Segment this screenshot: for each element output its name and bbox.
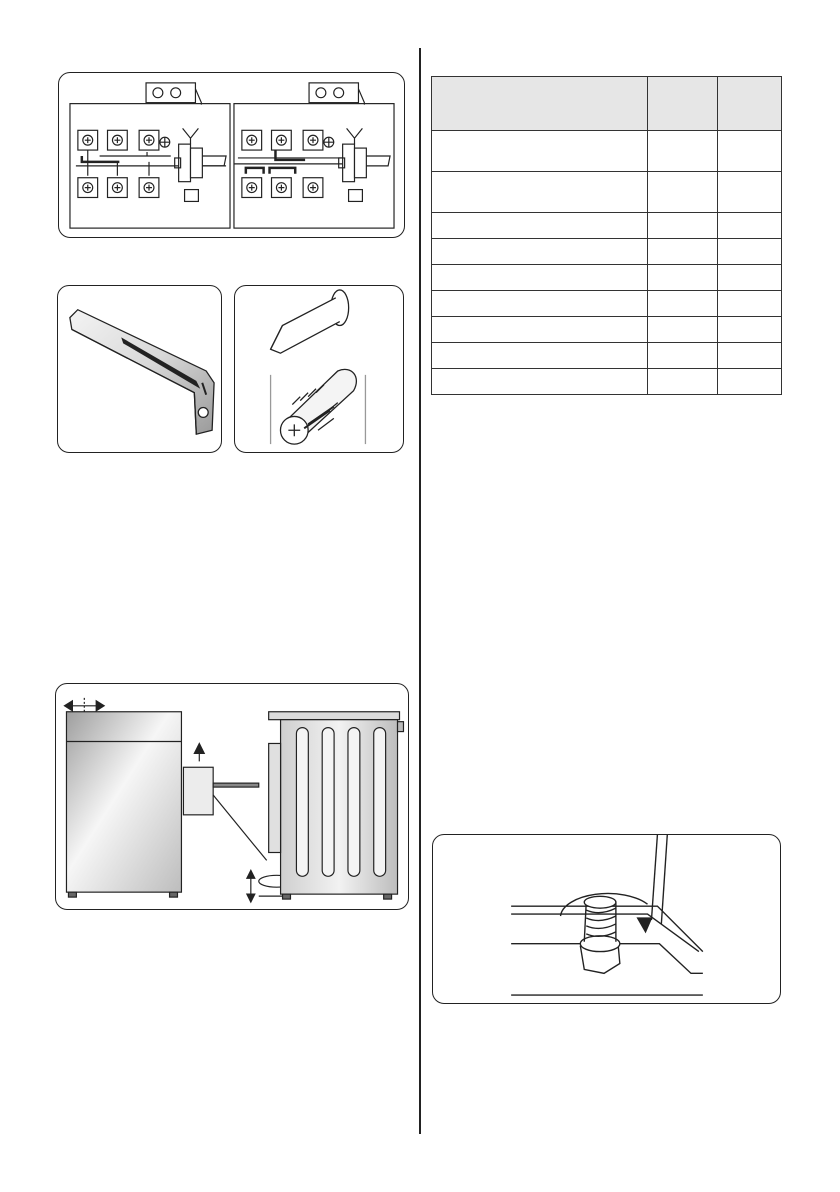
table-cell: [432, 369, 648, 395]
table-cell: [718, 343, 782, 369]
specification-table: [431, 76, 782, 395]
table-cell: [648, 172, 718, 213]
adjustable-foot-figure: [432, 834, 781, 1004]
table-cell: [648, 343, 718, 369]
clearance-figure: [55, 683, 409, 910]
table-cell: [432, 291, 648, 317]
table-cell: [718, 172, 782, 213]
table-cell: [718, 317, 782, 343]
table-cell: [648, 213, 718, 239]
table-cell: [648, 265, 718, 291]
table-cell: [432, 317, 648, 343]
table-row: [432, 369, 782, 395]
header-cell: [648, 77, 718, 131]
table-row: [432, 239, 782, 265]
table-cell: [432, 239, 648, 265]
screw-and-wall-plug-icon: [235, 286, 403, 452]
screw-plug-figure: [234, 285, 404, 453]
header-cell: [718, 77, 782, 131]
table-row: [432, 265, 782, 291]
appliance-clearance-icon: [56, 684, 408, 909]
table-cell: [648, 317, 718, 343]
table-row: [432, 317, 782, 343]
table-cell: [648, 239, 718, 265]
table-cell: [648, 131, 718, 172]
table-cell: [718, 265, 782, 291]
terminal-block-wiring-icon: [59, 73, 404, 237]
table-row: [432, 291, 782, 317]
bracket-figure: [57, 285, 222, 453]
table-row: [432, 213, 782, 239]
table-row: [432, 343, 782, 369]
table-row: [432, 172, 782, 213]
table-header-row: [432, 77, 782, 131]
adjustable-foot-icon: [433, 835, 780, 1003]
table-cell: [648, 369, 718, 395]
table-cell: [432, 265, 648, 291]
table-cell: [718, 291, 782, 317]
table-cell: [432, 131, 648, 172]
table-cell: [432, 172, 648, 213]
table-cell: [718, 369, 782, 395]
table-cell: [718, 131, 782, 172]
mounting-bracket-icon: [58, 286, 221, 452]
column-divider: [419, 48, 421, 1134]
table-row: [432, 131, 782, 172]
table-cell: [718, 213, 782, 239]
wiring-diagram-figure: [58, 72, 405, 238]
table-cell: [648, 291, 718, 317]
table-cell: [432, 343, 648, 369]
table-cell: [718, 239, 782, 265]
table-cell: [432, 213, 648, 239]
header-cell: [432, 77, 648, 131]
